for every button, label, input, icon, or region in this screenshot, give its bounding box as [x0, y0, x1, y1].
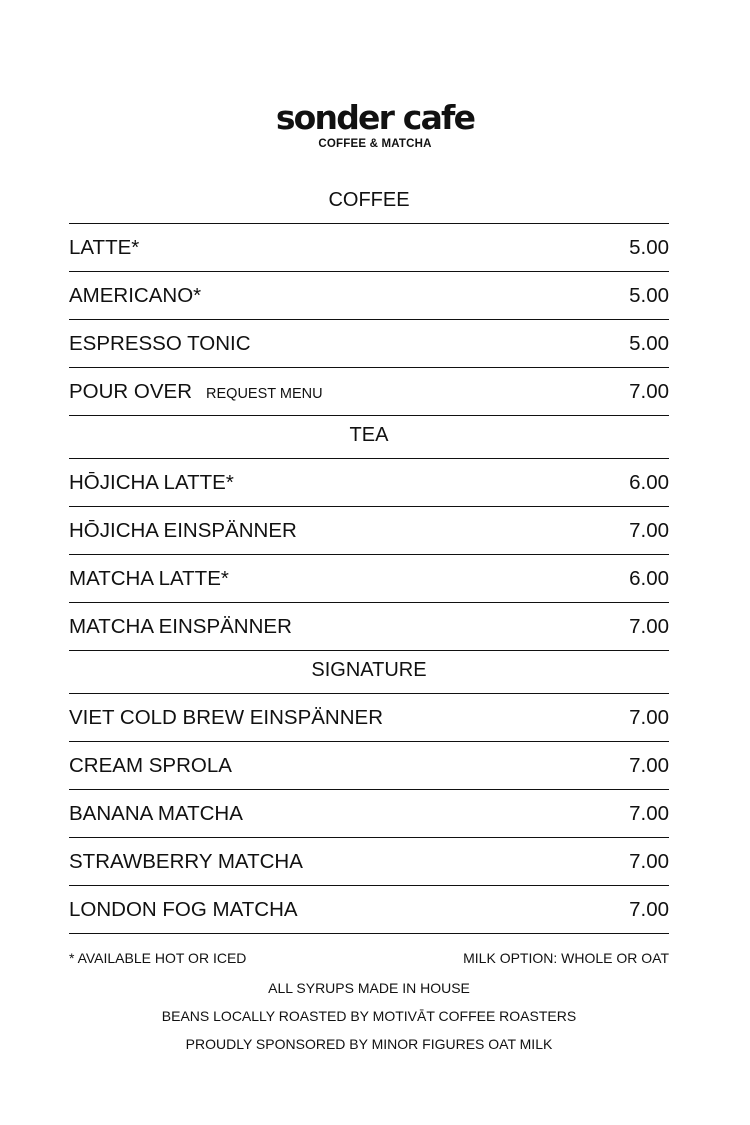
section-title-signature: SIGNATURE — [69, 651, 669, 694]
menu-item-price: 7.00 — [629, 753, 669, 777]
footer-line-sponsor: PROUDLY SPONSORED BY MINOR FIGURES OAT MILK — [185, 1036, 553, 1052]
menu-item-name-group — [69, 802, 243, 826]
tagline: COFFEE & MATCHA — [318, 138, 432, 150]
menu-item-price: 7.00 — [629, 614, 669, 638]
section-title-tea: TEA — [69, 416, 669, 459]
menu-item-price: 5.00 — [629, 283, 669, 307]
menu-item-price: 6.00 — [629, 566, 669, 590]
menu-item-name: ESPRESSO TONIC — [69, 331, 251, 355]
menu-item-name-group — [69, 754, 232, 778]
menu-item-price: 7.00 — [629, 379, 669, 403]
menu-footer — [69, 946, 669, 1058]
menu-item — [69, 320, 669, 368]
menu-header — [0, 98, 750, 150]
menu-item-name: HŌJICHA LATTE* — [69, 470, 234, 494]
brand-name: sonder cafe — [275, 98, 475, 137]
menu-item-name-group — [69, 615, 292, 639]
menu-item — [69, 459, 669, 507]
menu-item-name-group — [69, 284, 201, 308]
menu-item-name-group — [69, 850, 303, 874]
menu-item-name: HŌJICHA EINSPÄNNER — [69, 518, 297, 542]
menu-item-name-group — [69, 380, 323, 404]
footer-line-syrups: ALL SYRUPS MADE IN HOUSE — [268, 980, 470, 996]
milk-option-note: MILK OPTION: WHOLE OR OAT — [463, 950, 669, 966]
menu-item-price: 5.00 — [629, 235, 669, 259]
section-title-coffee: COFFEE — [69, 181, 669, 224]
menu-list — [69, 181, 669, 934]
menu-item-name: BANANA MATCHA — [69, 801, 243, 825]
menu-item — [69, 555, 669, 603]
menu-item-name: AMERICANO* — [69, 283, 202, 307]
menu-item-price: 5.00 — [629, 331, 669, 355]
menu-item-name-group — [69, 898, 298, 922]
menu-item-price: 6.00 — [629, 470, 669, 494]
menu-item — [69, 742, 669, 790]
menu-item-price: 7.00 — [629, 849, 669, 873]
menu-item — [69, 507, 669, 555]
footer-line-beans: BEANS LOCALLY ROASTED BY MOTIVĀT COFFEE ROASTERS — [161, 1008, 577, 1024]
menu-item-price: 7.00 — [629, 705, 669, 729]
menu-item-name: VIET COLD BREW EINSPÄNNER — [69, 705, 384, 729]
menu-item-name: LATTE* — [69, 235, 140, 259]
menu-item-name-group — [69, 567, 229, 591]
menu-item-name: CREAM SPROLA — [69, 753, 232, 777]
menu-item — [69, 224, 669, 272]
menu-item — [69, 886, 669, 934]
menu-item — [69, 838, 669, 886]
menu-item-price: 7.00 — [629, 518, 669, 542]
menu-item-price: 7.00 — [629, 801, 669, 825]
menu-item-name-group — [69, 236, 139, 260]
menu-item-name: POUR OVER — [69, 379, 193, 403]
menu-item-name-group — [69, 471, 234, 495]
menu-item-note: REQUEST MENU — [206, 385, 323, 402]
menu-item — [69, 368, 669, 416]
menu-item — [69, 272, 669, 320]
menu-item — [69, 790, 669, 838]
menu-item-name: MATCHA EINSPÄNNER — [69, 614, 292, 638]
menu-item-name-group — [69, 519, 297, 543]
menu-item-name: STRAWBERRY MATCHA — [69, 849, 303, 873]
menu-item — [69, 603, 669, 651]
availability-note: * AVAILABLE HOT OR ICED — [69, 950, 247, 966]
footer-notes — [69, 946, 669, 974]
menu-item — [69, 694, 669, 742]
menu-item-name-group — [69, 332, 251, 356]
menu-item-price: 7.00 — [629, 897, 669, 921]
menu-item-name: MATCHA LATTE* — [69, 566, 229, 590]
menu-item-name: LONDON FOG MATCHA — [69, 897, 298, 921]
menu-item-name-group — [69, 706, 383, 730]
